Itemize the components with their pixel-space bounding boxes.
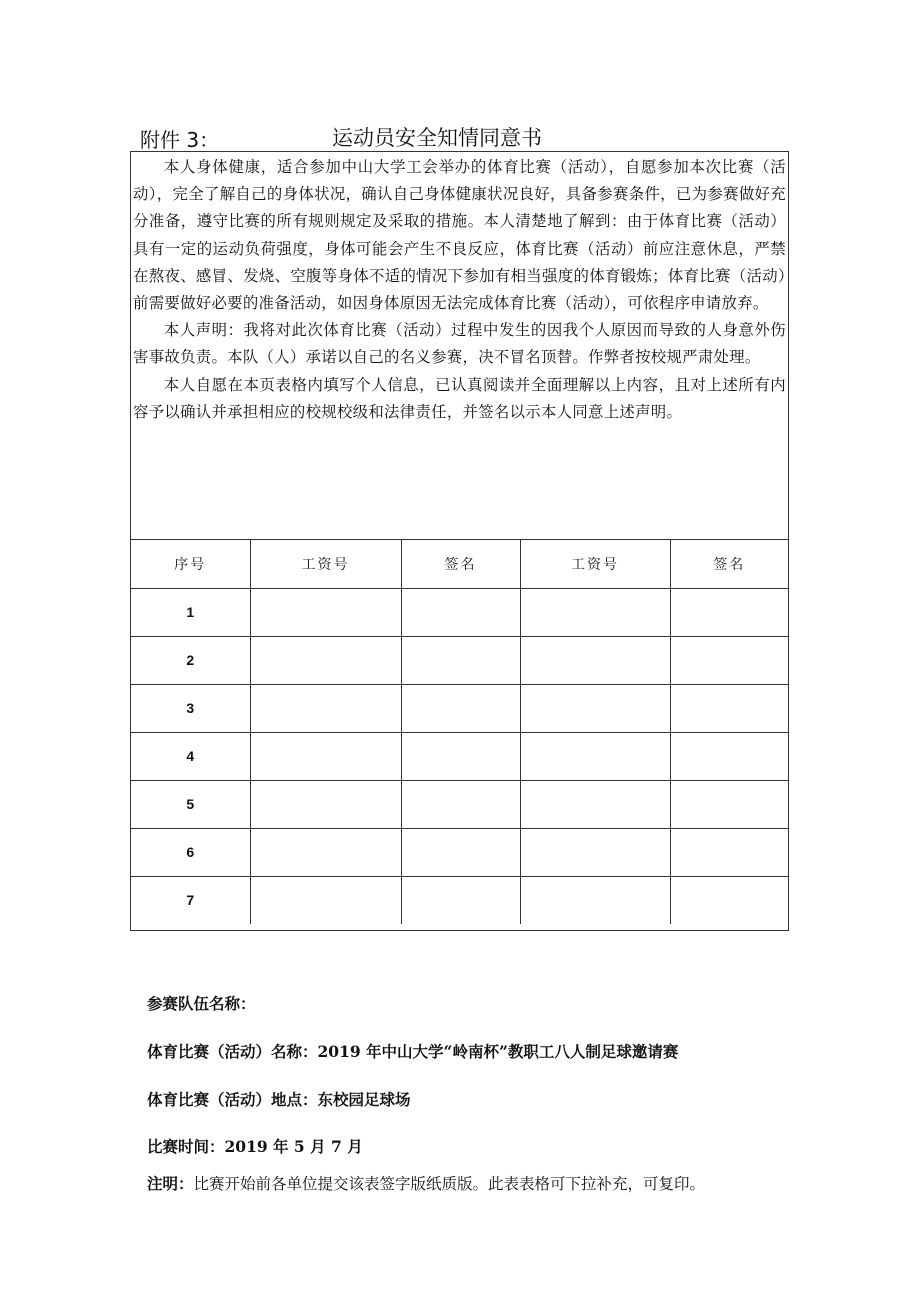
signature-cell[interactable] — [401, 732, 520, 780]
event-venue-line — [147, 1088, 847, 1110]
table-row — [131, 780, 788, 828]
event-venue: 体育比赛（活动）地点：东校园足球场 — [147, 1090, 411, 1109]
salary-id-cell[interactable] — [250, 828, 401, 876]
row-index: 4 — [131, 732, 250, 780]
row-index: 3 — [131, 684, 250, 732]
consent-form — [130, 151, 789, 931]
team-name-label: 参赛队伍名称： — [147, 994, 256, 1013]
signature-cell[interactable] — [670, 684, 788, 732]
table-row — [131, 684, 788, 732]
signature-cell[interactable] — [670, 588, 788, 636]
signature-cell[interactable] — [401, 876, 520, 924]
table-row — [131, 876, 788, 924]
page-title: 运动员安全知情同意书 — [332, 126, 542, 150]
row-index: 7 — [131, 876, 250, 924]
signature-table — [131, 540, 788, 924]
event-time-line — [147, 1135, 847, 1157]
salary-id-cell[interactable] — [250, 780, 401, 828]
signature-cell[interactable] — [401, 828, 520, 876]
note-label: 注明： — [147, 1174, 194, 1193]
team-name-line — [147, 992, 847, 1014]
signature-cell[interactable] — [670, 828, 788, 876]
note-line — [147, 1172, 847, 1194]
signature-cell[interactable] — [670, 876, 788, 924]
salary-id-cell[interactable] — [520, 588, 670, 636]
event-time: 比赛时间：2019 年 5 月 7 月 — [147, 1137, 363, 1156]
signature-cell[interactable] — [401, 636, 520, 684]
statement-paragraph-agreement: 本人自愿在本页表格内填写个人信息，已认真阅读并全面理解以上内容，且对上述所有内容予以确认并承担相应的校规校级和法律责任，并签名以示本人同意上述声明。 — [133, 375, 786, 421]
table-row — [131, 828, 788, 876]
salary-id-cell[interactable] — [250, 876, 401, 924]
table-row — [131, 636, 788, 684]
header-salary-id-2: 工资号 — [520, 540, 670, 588]
table-row — [131, 732, 788, 780]
statement-paragraph-declaration: 本人声明：我将对此次体育比赛（活动）过程中发生的因我个人原因而导致的人身意外伤害事故负责。本队（人）承诺以自己的名义参赛，决不冒名顶替。作弊者按校规严肃处理。 — [133, 321, 786, 367]
salary-id-cell[interactable] — [250, 732, 401, 780]
statement-paragraph-health: 本人身体健康，适合参加中山大学工会举办的体育比赛（活动），自愿参加本次比赛（活动），完全了解自己的身体状况，确认自己身体健康状况良好，具备参赛条件，已为参赛做好充分准备，遵守比赛的所有规则规定及采取的措施。本人清楚地了解到：由于体育比赛（活动）具有一定的运动负荷强度，身体可能会产生不良反应，体育比赛（活动）前应注意休息，严禁在熬夜、感冒、发烧、空腹等身体不适的情况下参加有相当强度的体育锻炼；体育比赛（活动）前需要做好必要的准备活动，如因身体原因无法完成体育比赛（活动），可依程序申请放弃。 — [133, 158, 786, 313]
table-row — [131, 588, 788, 636]
header-signature: 签名 — [401, 540, 520, 588]
consent-statement — [131, 152, 788, 540]
event-name: 体育比赛（活动）名称：2019 年中山大学“岭南杯”教职工八人制足球邀请赛 — [147, 1042, 679, 1061]
salary-id-cell[interactable] — [520, 828, 670, 876]
header-salary-id: 工资号 — [250, 540, 401, 588]
header-signature-2: 签名 — [670, 540, 788, 588]
note-text: 比赛开始前各单位提交该表签字版纸质版。此表表格可下拉补充，可复印。 — [193, 1175, 706, 1193]
row-index: 6 — [131, 828, 250, 876]
salary-id-cell[interactable] — [520, 732, 670, 780]
signature-cell[interactable] — [670, 780, 788, 828]
row-index: 2 — [131, 636, 250, 684]
row-index: 1 — [131, 588, 250, 636]
document-header — [140, 122, 800, 152]
salary-id-cell[interactable] — [520, 684, 670, 732]
attachment-label: 附件 3： — [140, 128, 220, 152]
salary-id-cell[interactable] — [520, 876, 670, 924]
salary-id-cell[interactable] — [520, 780, 670, 828]
salary-id-cell[interactable] — [250, 636, 401, 684]
salary-id-cell[interactable] — [520, 636, 670, 684]
signature-cell[interactable] — [670, 732, 788, 780]
header-index: 序号 — [131, 540, 250, 588]
row-index: 5 — [131, 780, 250, 828]
signature-cell[interactable] — [401, 684, 520, 732]
salary-id-cell[interactable] — [250, 684, 401, 732]
signature-cell[interactable] — [401, 780, 520, 828]
table-header-row — [131, 540, 788, 588]
signature-cell[interactable] — [401, 588, 520, 636]
salary-id-cell[interactable] — [250, 588, 401, 636]
event-name-line — [147, 1040, 847, 1062]
signature-cell[interactable] — [670, 636, 788, 684]
